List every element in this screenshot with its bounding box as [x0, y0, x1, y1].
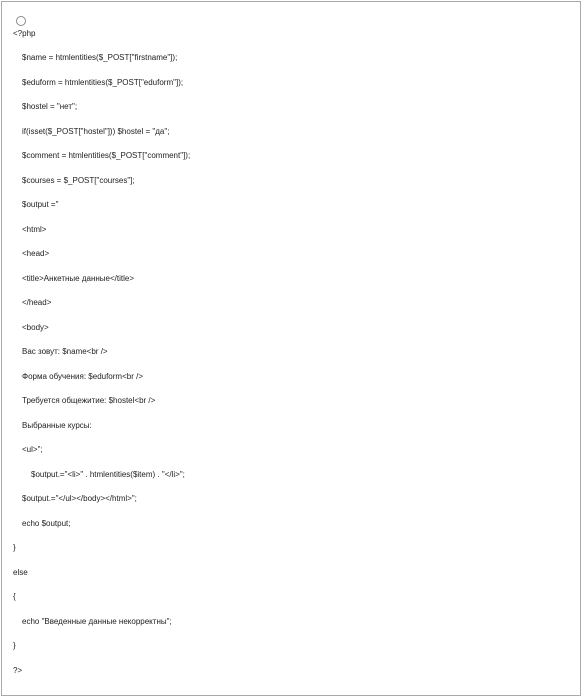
code-line: <html>	[22, 225, 47, 234]
code-line: Требуется общежитие: $hostel<br />	[22, 396, 156, 405]
code-line: <ul>";	[22, 445, 43, 454]
code-line: <?php	[13, 29, 36, 38]
code-line: }	[13, 641, 16, 650]
code-line: Форма обучения: $eduform<br />	[22, 372, 143, 381]
code-line: {	[13, 592, 16, 601]
radio-button-icon[interactable]	[16, 16, 26, 26]
code-line: $output.="<li>" . htmlentities($item) . "</li>";	[31, 470, 185, 479]
code-line: $eduform = htmlentities($_POST["eduform"]);	[22, 78, 184, 87]
code-line: <body>	[22, 323, 49, 332]
code-line: echo $output;	[22, 519, 71, 528]
code-line: else	[13, 568, 28, 577]
code-line: Вас зовут: $name<br />	[22, 347, 108, 356]
code-line: echo "Введенные данные некорректны";	[22, 617, 172, 626]
code-line: if(isset($_POST["hostel"])) $hostel = "да";	[22, 127, 170, 136]
code-frame	[1, 1, 581, 696]
code-line: <title>Анкетные данные</title>	[22, 274, 134, 283]
code-line: Выбранные курсы:	[22, 421, 92, 430]
code-line: ?>	[13, 666, 23, 675]
code-line: </head>	[22, 298, 52, 307]
code-line: <head>	[22, 249, 50, 258]
code-line: $courses = $_POST["courses"];	[22, 176, 135, 185]
code-line: $output.="</ul></body></html>";	[22, 494, 137, 503]
code-line: $hostel = "нет";	[22, 102, 78, 111]
code-line: $output ="	[22, 200, 59, 209]
code-line: }	[13, 543, 16, 552]
code-line: $name = htmlentities($_POST["firstname"]);	[22, 53, 178, 62]
code-line: $comment = htmlentities($_POST["comment"]);	[22, 151, 191, 160]
